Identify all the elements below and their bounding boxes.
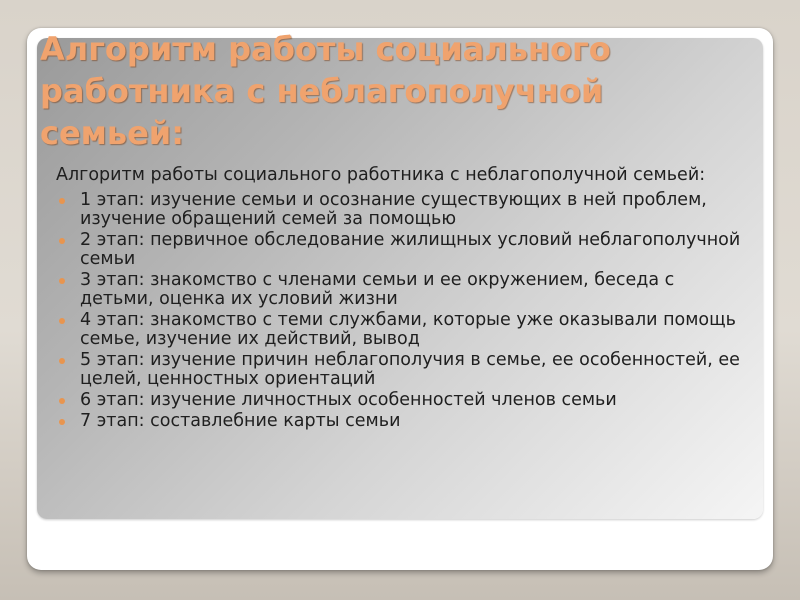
bullet-dot-icon [59, 398, 65, 404]
intro-text: Алгоритм работы социального работника с неблагополучной семьей: [56, 165, 706, 185]
list-item [56, 391, 746, 410]
slide-title: Алгоритм работы социального работника с неблагополучной семьей: [40, 30, 611, 152]
bullet-list [56, 191, 746, 431]
bullet-dot-icon [59, 238, 65, 244]
list-item [56, 271, 746, 309]
list-item [56, 191, 746, 229]
list-item-text: 6 этап: изучение личностных особенностей членов семьи [80, 390, 617, 410]
list-item [56, 412, 746, 431]
bullet-dot-icon [59, 318, 65, 324]
bullet-dot-icon [59, 278, 65, 284]
bullet-dot-icon [59, 358, 65, 364]
list-item [56, 311, 746, 349]
list-item-text: 5 этап: изучение причин неблагополучия в семье, ее особенностей, ее целей, ценностных ориентаций [80, 350, 740, 389]
list-item-text: 3 этап: знакомство с членами семьи и ее окружением, беседа с детьми, оценка их условий жизни [80, 270, 675, 309]
list-item-text: 2 этап: первичное обследование жилищных условий неблагополучной семьи [80, 230, 741, 269]
list-item-text: 1 этап: изучение семьи и осознание существующих в ней проблем, изучение обращений семей за помощью [80, 190, 707, 229]
slide-body [56, 166, 746, 433]
list-item-text: 4 этап: знакомство с теми службами, которые уже оказывали помощь семье, изучение их действий, вывод [80, 310, 736, 349]
bullet-dot-icon [59, 198, 65, 204]
bullet-dot-icon [59, 419, 65, 425]
list-item-text: 7 этап: составлебние карты семьи [80, 411, 401, 431]
list-item [56, 231, 746, 269]
list-item [56, 351, 746, 389]
